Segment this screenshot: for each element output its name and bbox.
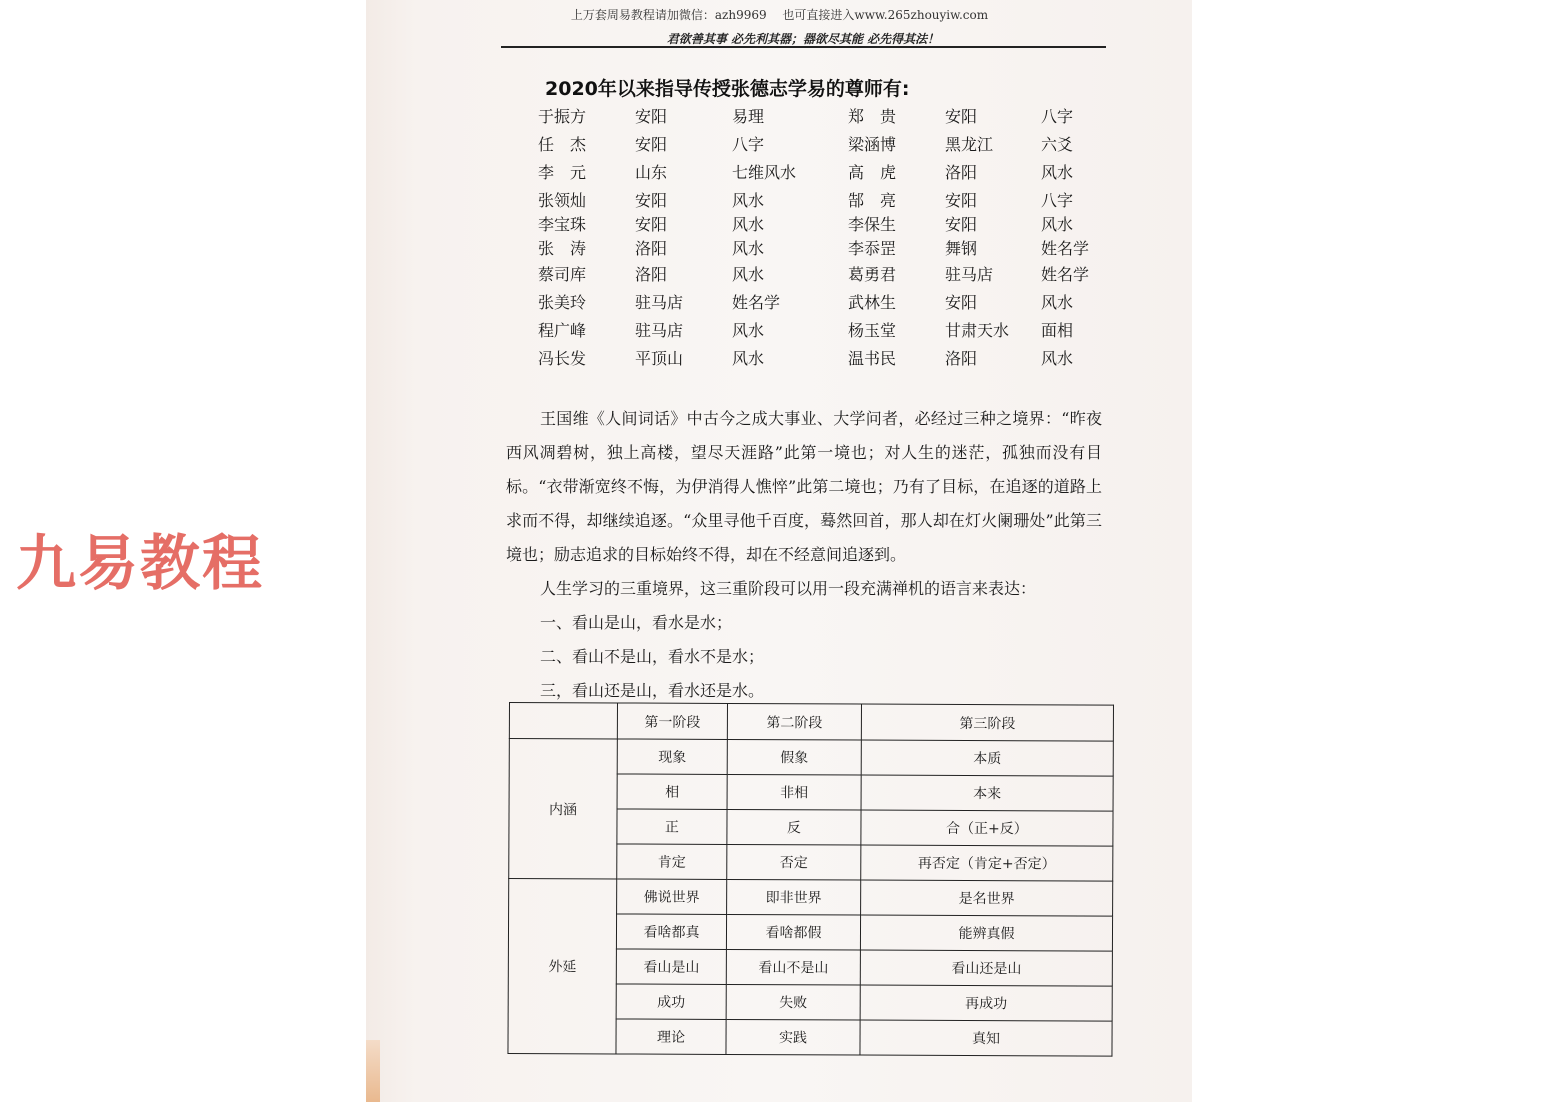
- page-edge: [366, 1040, 380, 1102]
- watermark-logo: 九易教程: [16, 529, 264, 599]
- table-cell: 现象: [617, 739, 727, 774]
- table-cell: 能辨真假: [860, 915, 1112, 951]
- teacher-name: 李保生: [848, 215, 897, 234]
- teacher-place: 安阳: [945, 293, 978, 312]
- table-cell: 看山还是山: [860, 950, 1112, 986]
- table-cell: 本来: [861, 775, 1113, 811]
- teacher-name: 郜 亮: [848, 191, 897, 210]
- teacher-subject: 风水: [1041, 349, 1074, 368]
- teacher-row: [538, 160, 1118, 186]
- teacher-place: 安阳: [635, 135, 668, 154]
- table-cell: 再否定（肯定+否定）: [861, 845, 1113, 881]
- teacher-row: [538, 188, 1118, 214]
- table-cell: 失败: [726, 984, 860, 1020]
- teacher-name: 冯长发: [538, 349, 587, 368]
- table-header-cell: 第二阶段: [727, 703, 861, 740]
- teacher-subject: 姓名学: [1041, 239, 1090, 258]
- table-cell: 假象: [727, 739, 861, 775]
- table-cell: 看啥都假: [726, 914, 860, 950]
- table-cell: 本质: [861, 740, 1113, 776]
- teacher-place: 驻马店: [635, 321, 684, 340]
- teacher-subject: 风水: [732, 349, 765, 368]
- teacher-subject: 风水: [732, 239, 765, 258]
- table-cell: 正: [617, 809, 727, 844]
- table-cell: 即非世界: [727, 879, 861, 915]
- table-cell: 相: [617, 774, 727, 809]
- teacher-subject: 姓名学: [732, 293, 781, 312]
- teacher-name: 李宝珠: [538, 215, 587, 234]
- teacher-row: [538, 318, 1118, 344]
- teacher-row: [538, 212, 1118, 238]
- table-cell: 理论: [616, 1019, 726, 1054]
- teacher-place: 舞钢: [945, 239, 978, 258]
- teacher-row: [538, 262, 1118, 288]
- teacher-subject: 风水: [1041, 215, 1074, 234]
- table-cell: 真知: [860, 1020, 1112, 1056]
- realm-line-3: 三，看山还是山，看水还是水。: [540, 681, 765, 700]
- table-cell: 实践: [726, 1019, 860, 1055]
- teacher-name: 于振方: [538, 107, 587, 126]
- group-label-cell: 内涵: [509, 739, 618, 879]
- stages-table: [507, 702, 1114, 1057]
- table-cell: 看山不是山: [726, 949, 860, 985]
- teacher-row: [538, 346, 1118, 372]
- teacher-row: [538, 132, 1118, 158]
- realm-line-1: 一、看山是山，看水是水；: [540, 613, 733, 632]
- teacher-subject: 八字: [1041, 107, 1074, 126]
- teacher-place: 驻马店: [635, 293, 684, 312]
- teacher-place: 安阳: [945, 107, 978, 126]
- teacher-name: 郑 贵: [848, 107, 897, 126]
- teacher-subject: 风水: [1041, 293, 1074, 312]
- table-cell: 是名世界: [861, 880, 1113, 916]
- header-rule: [501, 46, 1106, 48]
- teacher-place: 洛阳: [635, 265, 668, 284]
- table-cell: 非相: [727, 774, 861, 810]
- table-cell: 再成功: [860, 985, 1112, 1021]
- teacher-place: 洛阳: [635, 239, 668, 258]
- teacher-place: 洛阳: [945, 163, 978, 182]
- table-row: [509, 739, 1113, 777]
- teacher-subject: 八字: [1041, 191, 1074, 210]
- teacher-name: 任 杰: [538, 135, 587, 154]
- table-header-cell: 第一阶段: [617, 703, 727, 739]
- teacher-place: 山东: [635, 163, 668, 182]
- teacher-name: 武林生: [848, 293, 897, 312]
- teacher-subject: 风水: [1041, 163, 1074, 182]
- teacher-name: 蔡司库: [538, 265, 587, 284]
- teacher-place: 黑龙江: [945, 135, 994, 154]
- table-cell: 成功: [616, 984, 726, 1019]
- page-title: 2020年以来指导传授张德志学易的尊师有:: [545, 78, 910, 100]
- teacher-subject: 风水: [732, 215, 765, 234]
- teacher-subject: 八字: [732, 135, 765, 154]
- teacher-subject: 姓名学: [1041, 265, 1090, 284]
- table-header-cell: [509, 703, 617, 739]
- teacher-name: 梁涵博: [848, 135, 897, 154]
- teacher-subject: 易理: [732, 107, 765, 126]
- teacher-row: [538, 104, 1118, 130]
- header-promo-line: 上万套周易教程请加微信：azh9969 也可直接进入www.265zhouyiw.com: [570, 8, 989, 22]
- teacher-subject: 面相: [1041, 321, 1074, 340]
- table-cell: 反: [727, 809, 861, 845]
- teacher-subject: 风水: [732, 321, 765, 340]
- teacher-subject: 七维风水: [732, 163, 797, 182]
- teacher-place: 安阳: [945, 191, 978, 210]
- teacher-name: 张 涛: [538, 239, 587, 258]
- teacher-subject: 风水: [732, 191, 765, 210]
- teacher-place: 平顶山: [635, 349, 684, 368]
- realm-line-2: 二、看山不是山，看水不是水；: [540, 647, 765, 666]
- table-cell: 看啥都真: [616, 914, 726, 949]
- table-cell: 看山是山: [616, 949, 726, 984]
- teacher-name: 高 虎: [848, 163, 897, 182]
- table-cell: 合（正+反）: [861, 810, 1113, 846]
- teacher-name: 杨玉堂: [848, 321, 897, 340]
- teacher-name: 葛勇君: [848, 265, 897, 284]
- teacher-place: 安阳: [635, 215, 668, 234]
- teacher-name: 李 元: [538, 163, 587, 182]
- table-cell: 佛说世界: [617, 879, 727, 914]
- teacher-name: 程广峰: [538, 321, 587, 340]
- teacher-row: [538, 236, 1118, 262]
- table-header-cell: 第三阶段: [861, 704, 1113, 741]
- table-header-row: [509, 703, 1113, 742]
- teacher-place: 洛阳: [945, 349, 978, 368]
- teacher-name: 张领灿: [538, 191, 587, 210]
- teacher-place: 甘肃天水: [945, 321, 1010, 340]
- teacher-subject: 六爻: [1041, 135, 1074, 154]
- teacher-name: 张美玲: [538, 293, 587, 312]
- teacher-subject: 风水: [732, 265, 765, 284]
- teacher-name: 李忝罡: [848, 239, 897, 258]
- table-cell: 否定: [727, 844, 861, 880]
- group-label-cell: 外延: [508, 879, 617, 1054]
- paragraph-intro: 人生学习的三重境界，这三重阶段可以用一段充满禅机的语言来表达：: [540, 579, 1037, 598]
- teacher-row: [538, 290, 1118, 316]
- header-motto: 君欲善其事 必先利其器；器欲尽其能 必先得其法！: [666, 32, 940, 46]
- teacher-place: 安阳: [635, 191, 668, 210]
- teacher-place: 安阳: [635, 107, 668, 126]
- table-cell: 肯定: [617, 844, 727, 879]
- table-row: [509, 879, 1113, 917]
- paragraph-three-realms: 王国维《人间词话》中古今之成大事业、大学问者，必经过三种之境界：“昨夜西风凋碧树，独上高楼，望尽天涯路”此第一境也；对人生的迷茫，孤独而没有目标。“衣带渐宽终不悔，为伊消得人憔悴”此第二境也；乃有了目标，在追逐的道路上求而不得，却继续追逐。“众里寻他千百度，蓦然回首，那人却在灯火阑珊处”此第三境也；励志追求的目标始终不得，却在不经意间追逐到。: [506, 409, 1102, 564]
- teacher-place: 安阳: [945, 215, 978, 234]
- teacher-place: 驻马店: [945, 265, 994, 284]
- teacher-name: 温书民: [848, 349, 897, 368]
